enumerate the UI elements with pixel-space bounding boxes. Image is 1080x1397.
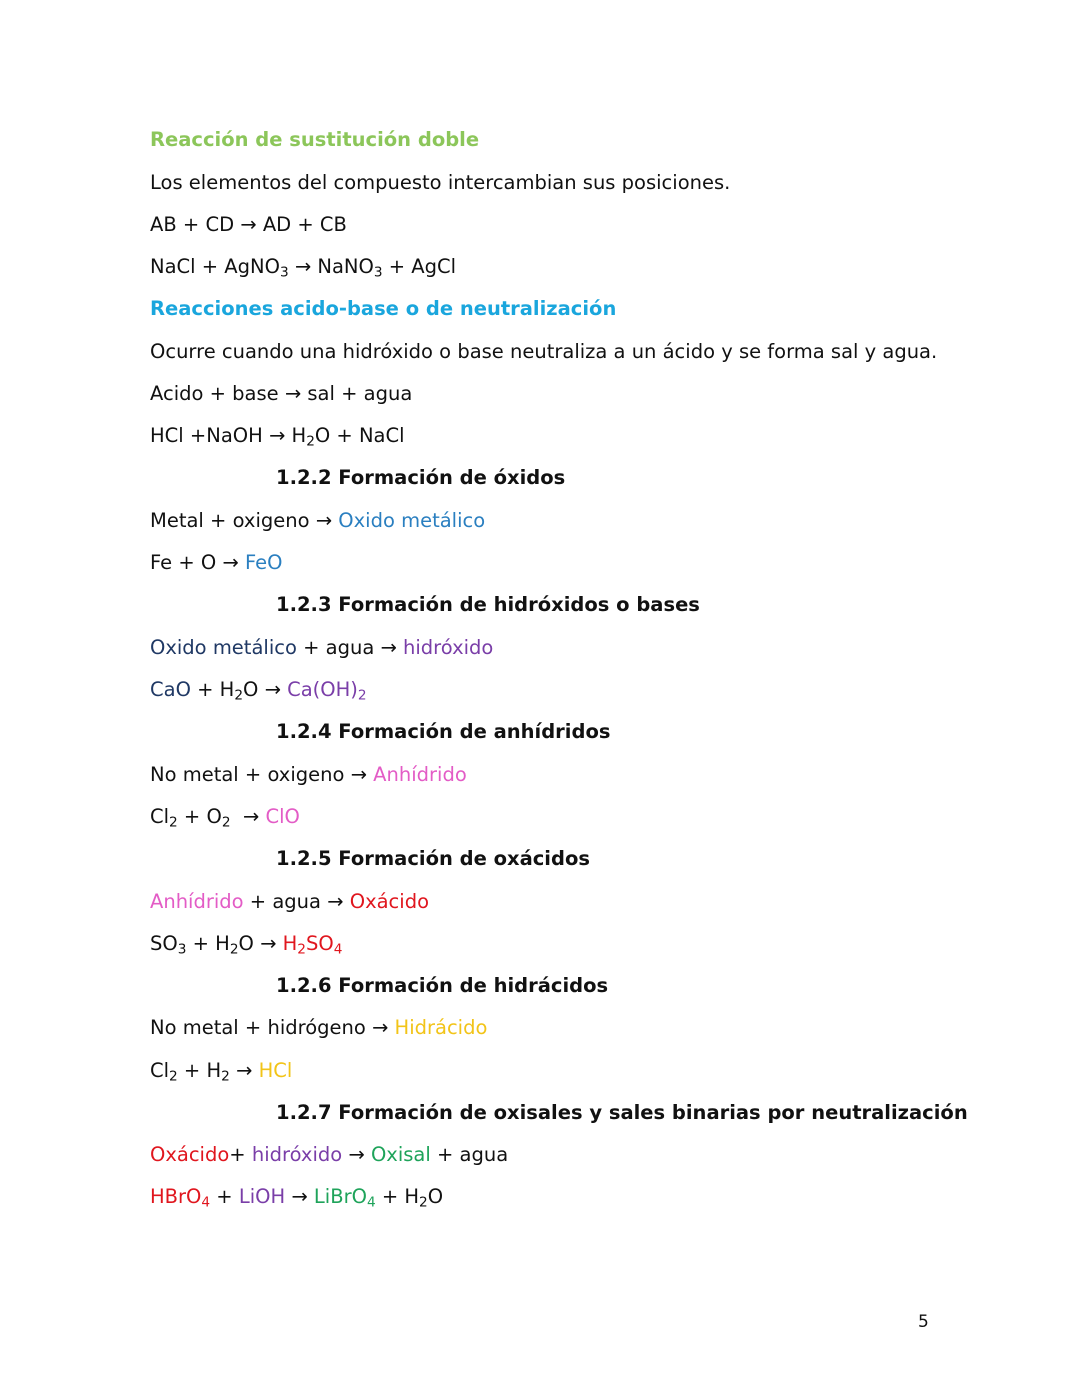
hidroxidos-title: 1.2.3 Formación de hidróxidos o bases bbox=[276, 593, 700, 616]
double-substitution-example: NaCl + AgNO$_3$ → NaNO$_3$ + AgCl bbox=[150, 255, 457, 281]
oxidos-title: 1.2.2 Formación de óxidos bbox=[276, 466, 566, 489]
hidroxidos-generic: Oxido metálico + agua → hidróxido bbox=[150, 636, 494, 659]
oxacidos-generic: Anhídrido + agua → Oxácido bbox=[150, 890, 430, 913]
hidracidos-generic: No metal + hidrógeno → Hidrácido bbox=[150, 1016, 488, 1039]
oxisales-generic: Oxácido+ hidróxido → Oxisal + agua bbox=[150, 1143, 509, 1166]
anhidridos-title: 1.2.4 Formación de anhídridos bbox=[276, 720, 611, 743]
double-substitution-desc: Los elementos del compuesto intercambian sus posiciones. bbox=[150, 171, 731, 194]
anhidridos-example: $Cl_2 + O_2$ → ClO bbox=[150, 805, 300, 831]
page-number: 5 bbox=[918, 1312, 929, 1332]
acid-base-example: HCl +NaOH → $H_2O$ + NaCl bbox=[150, 424, 405, 450]
oxacidos-example: $SO_3 + H_2O \to H_2SO_4$ bbox=[150, 932, 343, 958]
acid-base-desc: Ocurre cuando una hidróxido o base neutraliza a un ácido y se forma sal y agua. bbox=[150, 340, 938, 363]
acid-base-generic: Acido + base → sal + agua bbox=[150, 382, 413, 405]
hidracidos-example: $Cl_2 + H_2$ → HCl bbox=[150, 1059, 293, 1085]
oxidos-generic: Metal + oxigeno → Oxido metálico bbox=[150, 509, 486, 532]
double-substitution-generic: AB + CD → AD + CB bbox=[150, 213, 347, 236]
anhidridos-generic: No metal + oxigeno → Anhídrido bbox=[150, 763, 467, 786]
oxidos-example: Fe + O → FeO bbox=[150, 551, 283, 574]
acid-base-title: Reacciones acido-base o de neutralización bbox=[150, 297, 617, 320]
hidracidos-title: 1.2.6 Formación de hidrácidos bbox=[276, 974, 609, 997]
hidroxidos-example: CaO + $H_2O \to Ca(OH)_2$ bbox=[150, 678, 367, 704]
oxacidos-title: 1.2.5 Formación de oxácidos bbox=[276, 847, 590, 870]
oxisales-title: 1.2.7 Formación de oxisales y sales binarias por neutralización bbox=[276, 1101, 968, 1124]
double-substitution-title: Reacción de sustitución doble bbox=[150, 128, 480, 151]
oxisales-example: HBrO$_4$ + LiOH → LiBrO$_4$ + $H_2O$ bbox=[150, 1185, 444, 1211]
